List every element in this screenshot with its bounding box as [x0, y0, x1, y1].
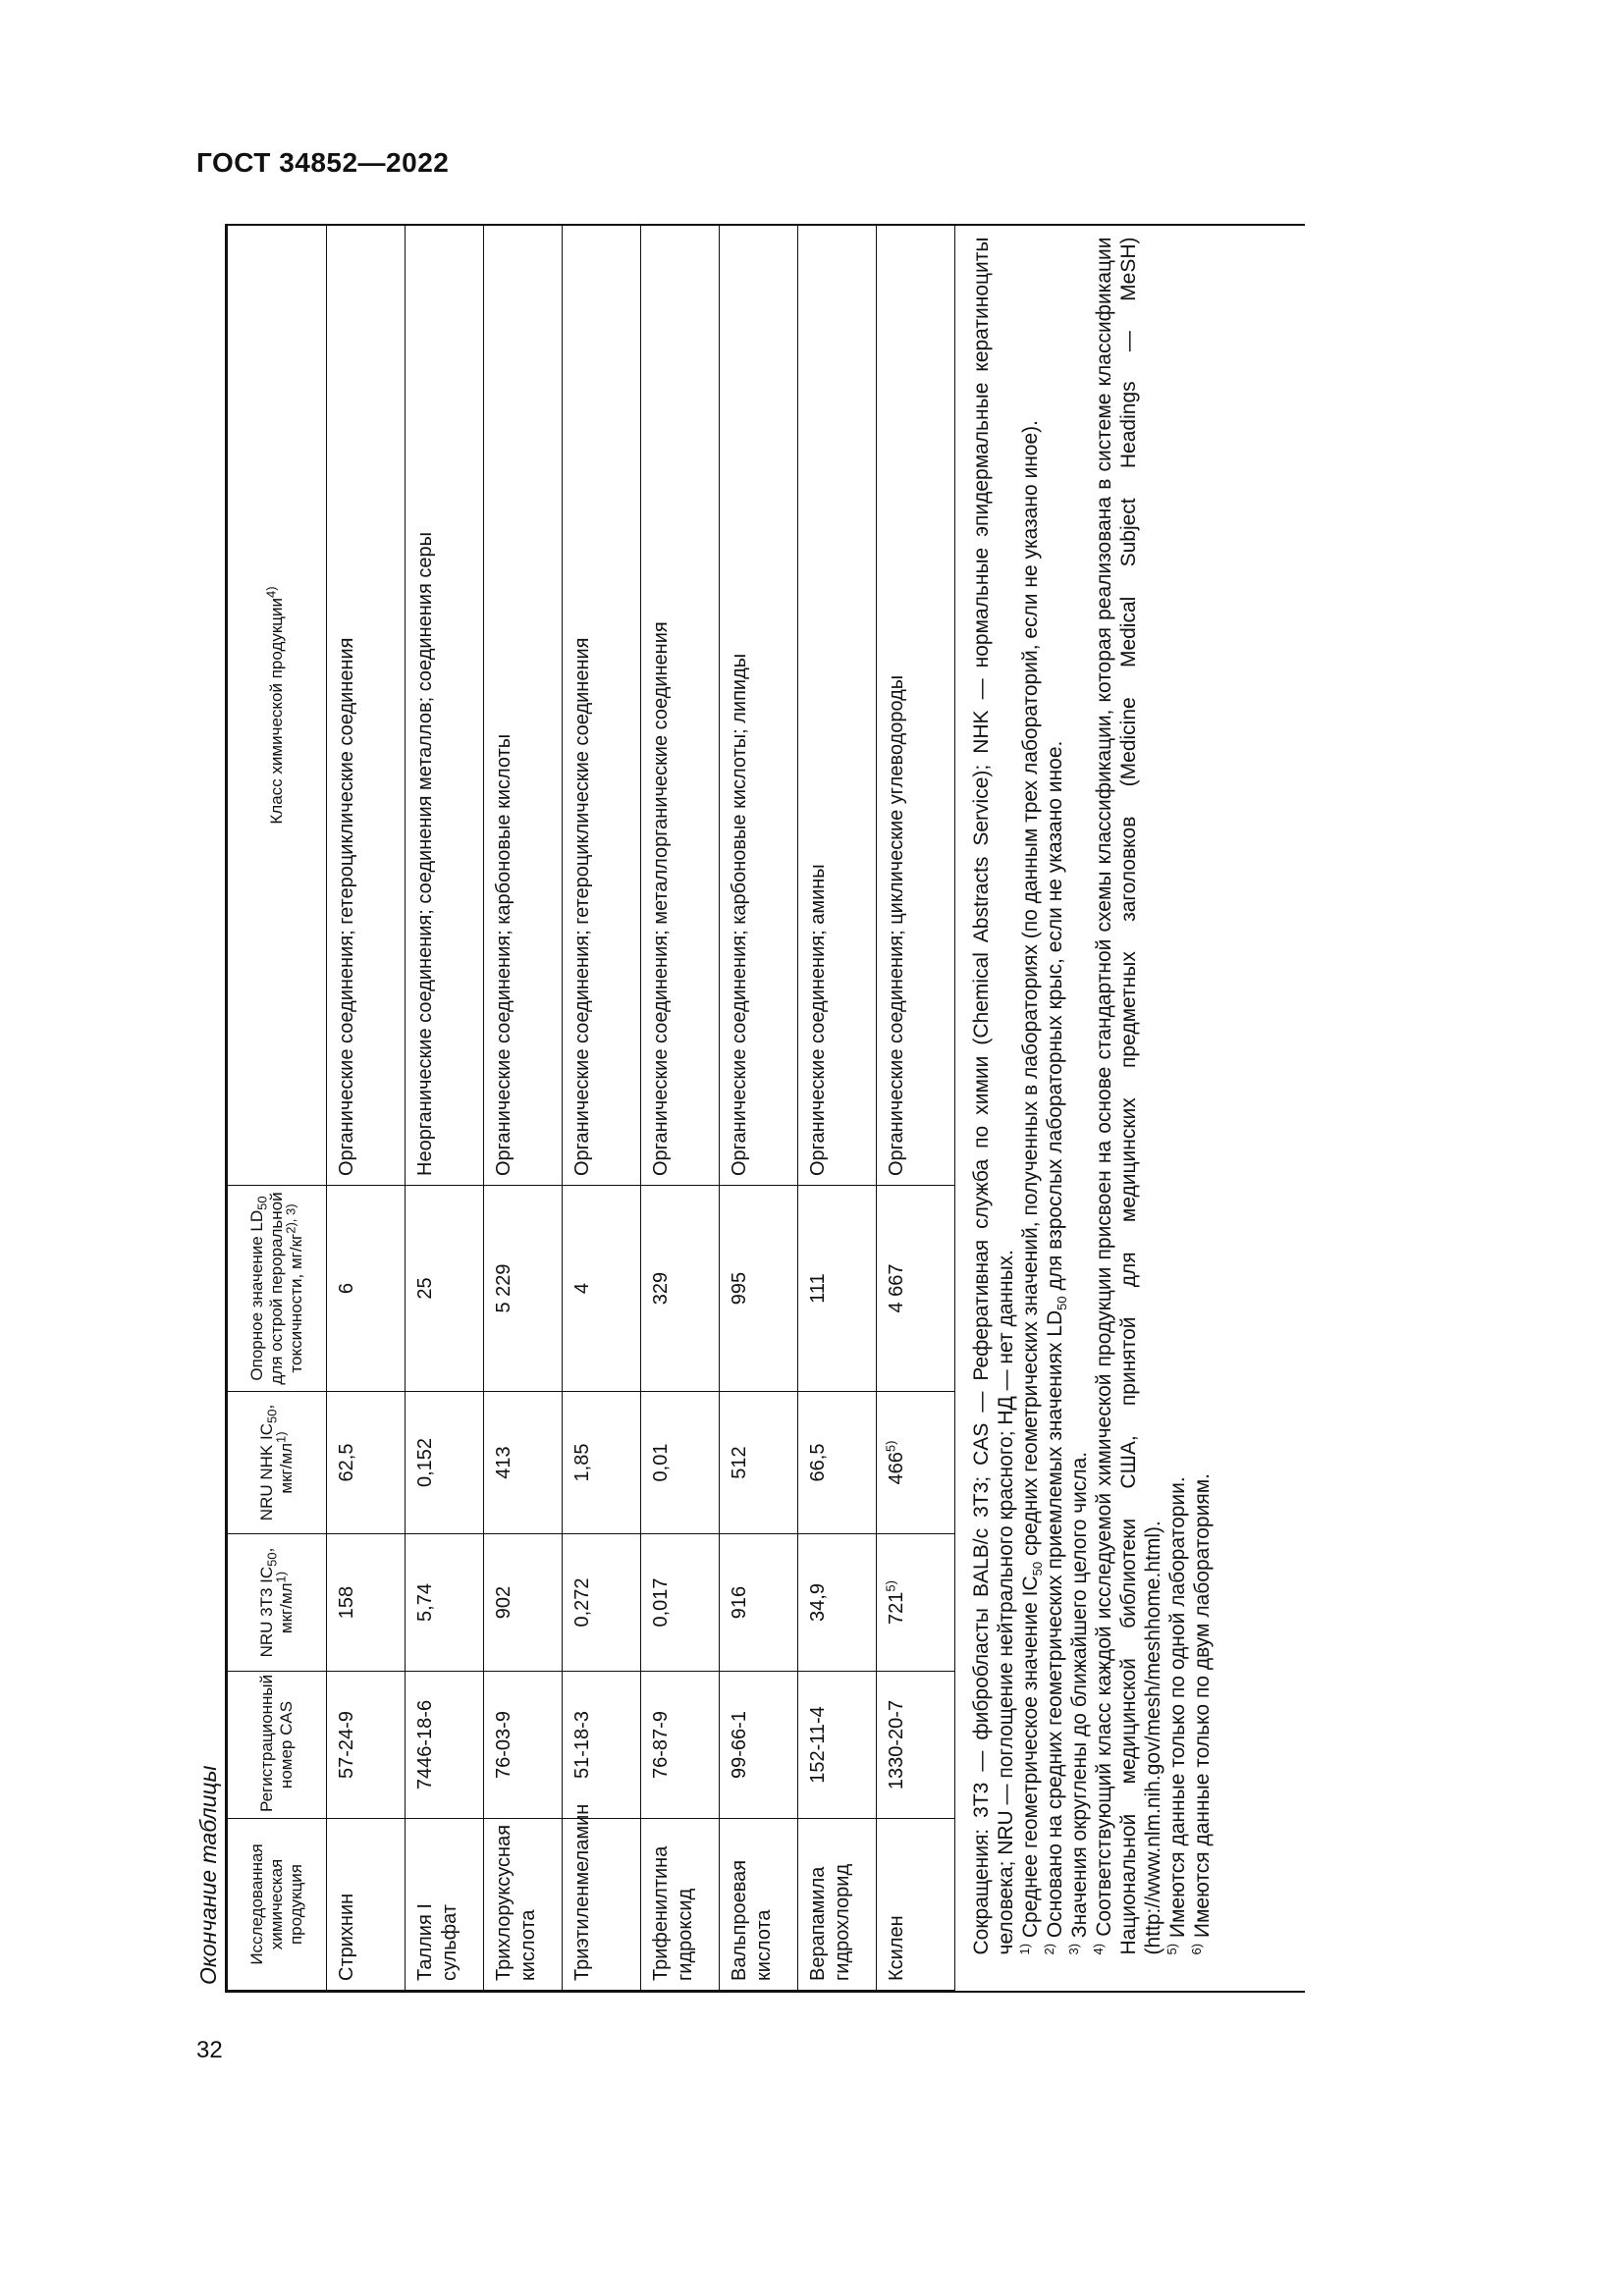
- cell-cas: 99-66-1: [720, 1672, 798, 1819]
- cell-substance: Вальпроевая кислота: [720, 1819, 798, 1991]
- cell-nru-nhk: 0,152: [406, 1392, 484, 1534]
- cell-nru-3t3: 5,74: [406, 1534, 484, 1672]
- cell-ld50: 6: [327, 1186, 406, 1392]
- table-row: [798, 226, 877, 1991]
- rotated-table-block: [191, 226, 1340, 1993]
- cell-class: Органические соединения; циклические углеводороды: [877, 226, 955, 1186]
- table-frame: [225, 224, 1305, 1993]
- cell-class: Органические соединения; карбоновые кислоты: [484, 226, 563, 1186]
- cell-substance: Трихлоруксусная кислота: [484, 1819, 563, 1991]
- col-header-ld50: Опорное значение $LD_{50}$ для острой пероральной токсичности, $мг/кг^{2), 3)}$: [228, 1186, 327, 1392]
- cell-nru-nhk: 62,5: [327, 1392, 406, 1534]
- cell-ld50: 25: [406, 1186, 484, 1392]
- cell-cas: 76-03-9: [484, 1672, 563, 1819]
- cell-class: Органические соединения; амины: [798, 226, 877, 1186]
- col-header-substance: Исследованная химическая продукция: [228, 1819, 327, 1991]
- note-abbreviations: Сокращения: 3T3 — фибробласты BALB/c 3T3; CAS — Реферативная служба по химии (Chemical Abstracts Service); NHK — нормальные эпидермальные кератиноциты человека; NRU — поглощение нейтрального красного; НД — нет данных.: [970, 237, 1017, 1955]
- footnote-2: $^{2)}$ Основано на средних геометрических приемлемых значениях $LD_{50}$ для взрослых лабораторных крыс, если не указано иное.: [1042, 740, 1070, 1955]
- table-row: [327, 226, 406, 1991]
- cell-ld50: 5 229: [484, 1186, 563, 1392]
- cell-cas: 51-18-3: [563, 1672, 641, 1819]
- cell-ld50: 995: [720, 1186, 798, 1392]
- table-row: [877, 226, 955, 1991]
- footnote-3: $^{3)}$ Значения округлены до ближайшего целого числа.: [1066, 1451, 1091, 1955]
- cell-nru-nhk: 66,5: [798, 1392, 877, 1534]
- cell-class: Органические соединения; металлорганические соединения: [641, 226, 720, 1186]
- cell-ld50: 329: [641, 1186, 720, 1392]
- cell-nru-nhk: 0,01: [641, 1392, 720, 1534]
- col-header-cas: Регистрационный номер CAS: [228, 1672, 327, 1819]
- table-caption: Окончание таблицы: [195, 1765, 221, 1985]
- footnote-6: $^{6)}$ Имеются данные только по двум лабораториям.: [1189, 1473, 1214, 1955]
- cell-nru-nhk: 512: [720, 1392, 798, 1534]
- table-notes-row: [955, 226, 1216, 1991]
- cell-cas: 152-11-4: [798, 1672, 877, 1819]
- table-header-row: [228, 226, 327, 1991]
- toxicity-table: [227, 225, 1215, 1991]
- cell-ld50: 4 667: [877, 1186, 955, 1392]
- col-header-nru-3t3: NRU 3T3 $IC_{50}$, мкг/$мл^{1)}$: [228, 1534, 327, 1672]
- cell-class: Органические соединения; гетероциклические соединения: [327, 226, 406, 1186]
- cell-nru-3t3: 0,017: [641, 1534, 720, 1672]
- cell-nru-nhk: 413: [484, 1392, 563, 1534]
- page-number: 32: [196, 2037, 223, 2063]
- cell-substance: Триэтиленмеламин: [563, 1819, 641, 1991]
- cell-nru-3t3: 0,272: [563, 1534, 641, 1672]
- cell-substance: Трифенилтина гидроксид: [641, 1819, 720, 1991]
- cell-substance: Таллия I сульфат: [406, 1819, 484, 1991]
- footnote-5: $^{5)}$ Имеются данные только по одной лаборатории.: [1164, 1476, 1189, 1955]
- cell-nru-3t3: 902: [484, 1534, 563, 1672]
- cell-nru-3t3: 34,9: [798, 1534, 877, 1672]
- cell-cas: 7446-18-6: [406, 1672, 484, 1819]
- cell-ld50: 4: [563, 1186, 641, 1392]
- table-row: [563, 226, 641, 1991]
- table-row: [641, 226, 720, 1991]
- table-row: [406, 226, 484, 1991]
- footnote-4: $^{4)}$ Соответствующий класс каждой исследуемой химической продукции присвоен на основе стандартной схемы классификации, которая реализована в системе классификации Национальной медицинской библиотеки США, принятой для медицинских предметных заголовков (Medicine Medical Subject Headings — MeSH) (http://www.nlm.nih.gov/mesh/meshhome.html).: [1091, 237, 1164, 1955]
- table-row: [720, 226, 798, 1991]
- col-header-class: Класс химической продукции$^{4)}$: [228, 226, 327, 1186]
- cell-class: Неорганические соединения; соединения металлов; соединения серы: [406, 226, 484, 1186]
- cell-nru-3t3: 721$^{5)}$: [877, 1534, 955, 1672]
- footnote-1: $^{1)}$ Среднее геометрическое значение $IC_{50}$ средних геометрических значений, полученных в лабораториях (по данным трех лабораторий, если не указано иное).: [1017, 420, 1046, 1955]
- cell-ld50: 111: [798, 1186, 877, 1392]
- table-notes: [955, 226, 1216, 1991]
- col-header-nru-nhk: NRU NHK $IC_{50}$, мкг/$мл^{1)}$: [228, 1392, 327, 1534]
- cell-nru-nhk: 466$^{5)}$: [877, 1392, 955, 1534]
- cell-class: Органические соединения; карбоновые кислоты; липиды: [720, 226, 798, 1186]
- cell-substance: Ксилен: [877, 1819, 955, 1991]
- cell-substance: Стрихнин: [327, 1819, 406, 1991]
- cell-class: Органические соединения; гетероциклические соединения: [563, 226, 641, 1186]
- cell-nru-3t3: 158: [327, 1534, 406, 1672]
- cell-nru-3t3: 916: [720, 1534, 798, 1672]
- cell-cas: 76-87-9: [641, 1672, 720, 1819]
- cell-cas: 57-24-9: [327, 1672, 406, 1819]
- cell-substance: Верапамила гидрохлорид: [798, 1819, 877, 1991]
- cell-nru-nhk: 1,85: [563, 1392, 641, 1534]
- table-row: [484, 226, 563, 1991]
- document-header: ГОСТ 34852—2022: [196, 147, 450, 178]
- cell-cas: 1330-20-7: [877, 1672, 955, 1819]
